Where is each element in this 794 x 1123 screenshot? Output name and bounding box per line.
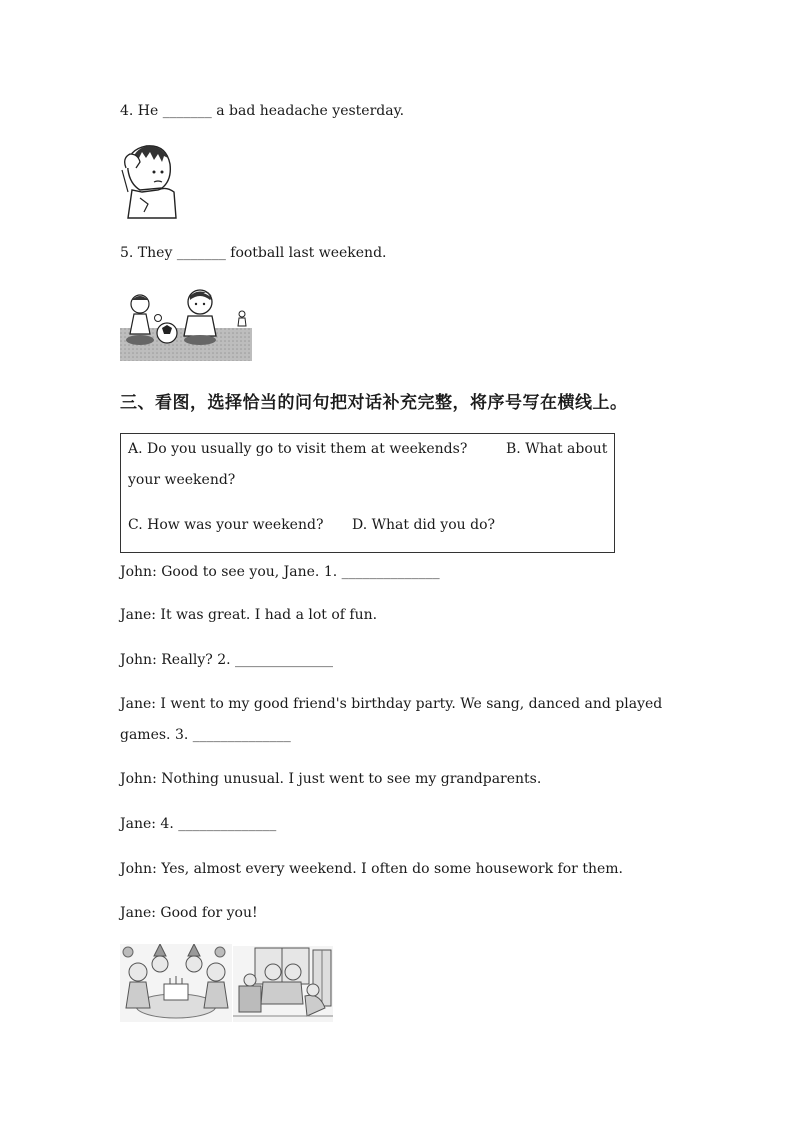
dialogue-line-1: John: Good to see you, Jane. 1. ______________ — [120, 564, 440, 580]
option-c: C. How was your weekend? — [128, 517, 324, 533]
headache-boy-illustration — [118, 140, 180, 220]
question-4-blank[interactable]: _______ — [162, 103, 212, 119]
option-a: A. Do you usually go to visit them at weekends? — [128, 441, 468, 457]
grandparents-visit-illustration — [233, 946, 333, 1022]
birthday-party-illustration — [120, 944, 232, 1022]
question-4-prefix: 4. He — [120, 103, 163, 119]
football-kids-illustration — [120, 284, 252, 361]
dialogue-line-5: games. 3. ______________ — [120, 727, 291, 743]
dialogue-line-2: Jane: It was great. I had a lot of fun. — [120, 607, 378, 623]
question-5-prefix: 5. They — [120, 245, 177, 261]
question-4 — [120, 101, 404, 121]
dialogue-line-3: John: Really? 2. ______________ — [120, 652, 334, 668]
dialogue-line-9: Jane: Good for you! — [120, 905, 258, 921]
dialogue-line-6: John: Nothing unusual. I just went to see my grandparents. — [120, 771, 542, 787]
dialogue-line-8: John: Yes, almost every weekend. I often do some housework for them. — [120, 861, 623, 877]
option-b-continued: your weekend? — [128, 472, 236, 488]
dialogue-line-7: Jane: 4. ______________ — [120, 816, 277, 832]
section-3-heading: 三、看图，选择恰当的问句把对话补充完整，将序号写在横线上。 — [120, 393, 628, 413]
option-d: D. What did you do? — [352, 517, 496, 533]
option-b: B. What about — [506, 441, 608, 457]
question-4-suffix: a bad headache yesterday. — [211, 103, 405, 119]
question-5-suffix: football last weekend. — [225, 245, 387, 261]
options-box — [120, 433, 615, 553]
question-5-blank[interactable]: _______ — [176, 245, 226, 261]
dialogue-line-4: Jane: I went to my good friend's birthday party. We sang, danced and played — [120, 696, 663, 712]
question-5 — [120, 243, 386, 263]
